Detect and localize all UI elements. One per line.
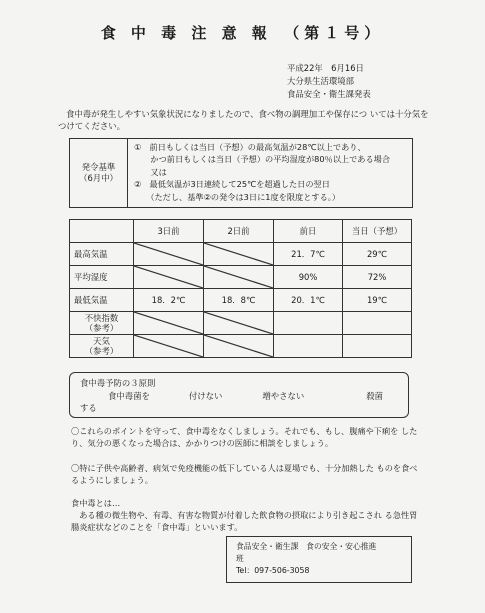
advice-paragraph: 〇特に子供や高齢者、病気で免疫機能の低下している人は夏場でも、十分加熱した ものを食べるようにしましょう。 — [71, 463, 418, 485]
table-cell: 21．7℃ — [274, 243, 343, 266]
definition-heading: 食中毒とは… — [71, 498, 121, 508]
intro-text: 食中毒が発生しやすい気象状況になりましたので、食べ物の調理加工や保存につ いては十分気をつけてください。 — [58, 109, 429, 131]
row-label-main: 天気 — [93, 336, 110, 346]
row-label-main: 不快指数 — [84, 313, 119, 323]
not-applicable-slash — [134, 243, 203, 265]
row-label: 平均湿度 — [70, 266, 134, 289]
table-row — [70, 335, 412, 358]
column-header: 当日（予想） — [343, 220, 412, 243]
principle-dont-multiply: 増やさない — [262, 390, 305, 401]
table-row — [70, 289, 412, 312]
criteria-header-label: 発令基準 — [81, 162, 116, 172]
table-cell: 29℃ — [343, 243, 412, 266]
criteria-body — [128, 139, 412, 207]
table-row — [70, 243, 412, 266]
table-corner-cell — [70, 220, 134, 243]
contact-phone: Tel：097-506-3058 — [236, 566, 310, 575]
issuer-division: 食品安全・衛生課発表 — [287, 89, 371, 99]
not-applicable-slash — [204, 335, 273, 357]
row-label — [70, 335, 134, 358]
table-row — [70, 312, 412, 335]
not-applicable-slash — [204, 243, 273, 265]
not-applicable-slash — [204, 312, 273, 334]
table-cell — [134, 243, 204, 266]
table-cell — [274, 335, 343, 358]
principles-row — [80, 390, 408, 403]
table-cell: 18．2℃ — [134, 289, 204, 312]
contact-box — [226, 536, 412, 583]
table-row — [70, 266, 412, 289]
criteria-header — [70, 139, 128, 207]
contact-section: 食品安全・衛生課 食の安全・安心推進 — [236, 542, 377, 551]
principle-dont-attach: 付けない — [188, 390, 223, 401]
principles-title: 食中毒予防の３原則 — [80, 378, 156, 388]
not-applicable-slash — [134, 335, 203, 357]
criteria-line: ② 最低気温が3日連続して25℃を超過した日の翌日 — [134, 179, 330, 190]
criteria-line: 又は — [134, 166, 167, 177]
table-header-row — [70, 220, 412, 243]
row-label-sub: （参考） — [84, 323, 119, 333]
row-label: 最低気温 — [70, 289, 134, 312]
prevention-principles-box — [69, 372, 409, 418]
issuer-block — [287, 62, 371, 101]
column-header: 2日前 — [204, 220, 274, 243]
not-applicable-slash — [204, 266, 273, 288]
table-cell — [343, 312, 412, 335]
table-cell — [134, 266, 204, 289]
table-cell — [204, 266, 274, 289]
criteria-line: （ただし、基準②の発令は3日に1度を限度とする。） — [134, 191, 341, 202]
table-cell — [204, 335, 274, 358]
table-cell: 20．1℃ — [274, 289, 343, 312]
table-cell — [274, 312, 343, 335]
table-cell: 19℃ — [343, 289, 412, 312]
table-cell: 18．8℃ — [204, 289, 274, 312]
not-applicable-slash — [134, 266, 203, 288]
criteria-line: かつ前日もしくは当日（予想）の平均湿度が80％以上である場合 — [134, 154, 391, 165]
not-applicable-slash — [134, 312, 203, 334]
issuer-department: 大分県生活環境部 — [287, 76, 354, 86]
definition-paragraph: ある種の微生物や、有毒、有害な物質が付着した飲食物の摂取により引き起こされ る急性胃腸炎症状などのことを「食中毒」といいます。 — [71, 510, 418, 532]
table-cell — [134, 335, 204, 358]
column-header: 3日前 — [134, 220, 204, 243]
criteria-line: ① 前日もしくは当日（予想）の最高気温が28℃以上であり、 — [134, 142, 366, 152]
principles-tail: する — [80, 403, 97, 413]
table-cell: 90% — [274, 266, 343, 289]
issue-date: 平成22年 6月16日 — [287, 63, 364, 73]
criteria-box — [69, 138, 413, 208]
principle-sterilize: 殺菌 — [366, 390, 383, 401]
principle-bacteria: 食中毒菌を — [108, 390, 150, 401]
table-cell — [134, 312, 204, 335]
table-cell — [204, 312, 274, 335]
contact-team: 班 — [236, 554, 244, 563]
criteria-header-period: （6月中） — [79, 173, 118, 183]
notice-title: 食 中 毒 注 意 報 （第１号） — [100, 24, 385, 42]
column-header: 前日 — [274, 220, 343, 243]
weather-table — [69, 219, 412, 358]
row-label: 最高気温 — [70, 243, 134, 266]
table-cell — [204, 243, 274, 266]
advice-paragraph: 〇これらのポイントを守って、食中毒をなくしましょう。それでも、もし、腹痛や下痢を したり、気分の悪くなった場合は、かかりつけの医師に相談をしましょう。 — [71, 426, 418, 448]
row-label — [70, 312, 134, 335]
row-label-sub: （参考） — [84, 346, 119, 356]
table-cell — [343, 335, 412, 358]
table-cell: 72% — [343, 266, 412, 289]
